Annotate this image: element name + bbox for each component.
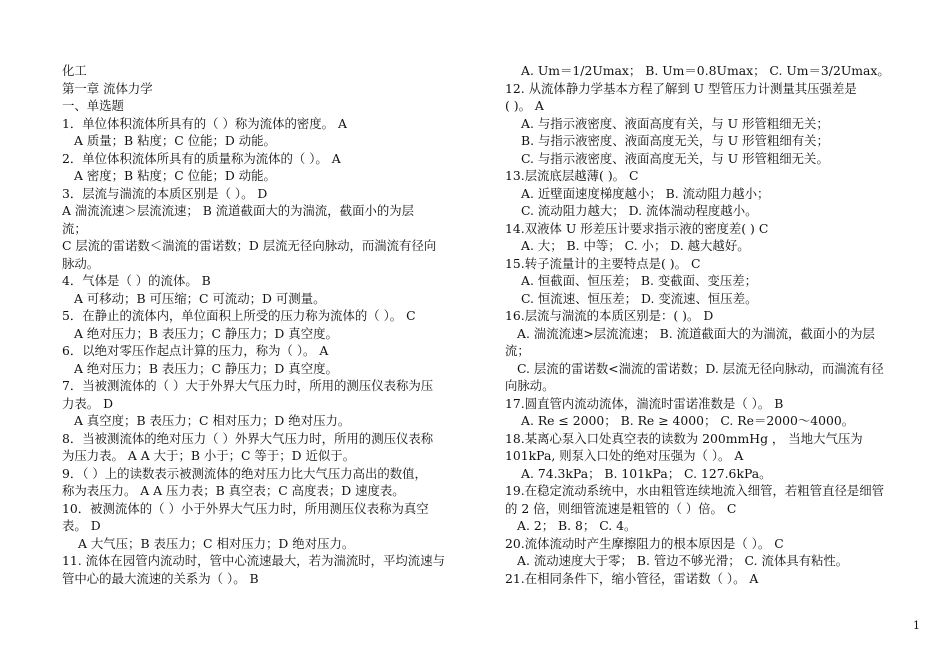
text-line: 2．单位体积流体所具有的质量称为流体的（ ）。 A — [62, 150, 341, 166]
text-line: A. 恒截面、恒压差； B. 变截面、变压差； — [521, 273, 757, 288]
text-line: A 可移动；B 可压缩；C 可流动；D 可测量。 — [74, 290, 326, 306]
text-line: 13.层流底层越薄( )。 C — [505, 168, 639, 183]
page-number: 1 — [913, 619, 920, 632]
text-line: 12. 从流体静力学基本方程了解到 U 型管压力计测量其压强差是 — [505, 80, 857, 96]
text-line: A 绝对压力；B 表压力；C 静压力；D 真空度。 — [74, 325, 338, 341]
text-line: 第一章 流体力学 — [62, 80, 153, 96]
text-line: 9．（ ）上的读数表示被测流体的绝对压力比大气压力高出的数值， — [62, 465, 427, 481]
text-line: 力表。 D — [62, 395, 114, 411]
text-line: ( )。 A — [505, 98, 544, 113]
text-line: 15.转子流量计的主要特点是( )。 C — [505, 255, 701, 271]
text-line: A. 与指示液密度、液面高度有关，与 U 形管粗细无关； — [521, 115, 829, 131]
text-line: B. 与指示液密度、液面高度无关，与 U 形管粗细有关； — [521, 133, 829, 148]
text-line: A 大气压；B 表压力；C 相对压力；D 绝对压力。 — [78, 535, 355, 551]
text-line: 向脉动。 — [505, 378, 555, 393]
text-line: 18.某离心泵入口处真空表的读数为 200mmHg ， 当地大气压为 — [505, 430, 863, 446]
text-line: A. 近壁面速度梯度越小； B. 流动阻力越小； — [521, 185, 770, 201]
text-line: 7．当被测流体的（ ）大于外界大气压力时，所用的测压仪表称为压 — [62, 378, 434, 393]
text-line: 8．当被测流体的绝对压力（ ）外界大气压力时，所用的测压仪表称 — [62, 430, 434, 446]
text-line: 5．在静止的流体内，单位面积上所受的压力称为流体的（ ）。 C — [62, 308, 416, 323]
text-line: 流； — [62, 220, 87, 236]
text-line: 21.在相同条件下，缩小管径，雷诺数（ ）。 A — [505, 570, 759, 586]
text-line: A 密度；B 粘度；C 位能；D 动能。 — [74, 168, 276, 183]
text-line: 管中心的最大流速的关系为（ ）。 B — [62, 570, 259, 586]
text-line: 17.圆直管内流动流体，湍流时雷诺准数是（ ）。 B — [505, 395, 784, 411]
text-line: 为压力表。 A A 大于；B 小于；C 等于；D 近似于。 — [62, 448, 356, 463]
text-line: 101kPa, 则泵入口处的绝对压强为（ ）。 A — [505, 448, 744, 463]
text-line: A 湍流流速＞层流流速； B 流道截面大的为湍流，截面小的为层 — [62, 203, 415, 218]
text-line: 的 2 倍，则细管流速是粗管的（ ）倍。 C — [505, 500, 737, 516]
text-line: A 真空度；B 表压力；C 相对压力；D 绝对压力。 — [74, 413, 351, 428]
text-line: 3．层流与湍流的本质区别是（ ）。 D — [62, 185, 268, 201]
text-line: 脉动。 — [62, 255, 100, 271]
text-line: 1．单位体积流体所具有的（ ）称为流体的密度。 A — [62, 115, 347, 131]
text-line: A. Um＝1/2Umax； B. Um＝0.8Umax； C. Um＝3/2Umax。 — [521, 63, 890, 78]
text-line: A. 74.3kPa； B. 101kPa； C. 127.6kPa。 — [521, 465, 772, 481]
text-line: A. 湍流流速>层流流速； B. 流道截面大的为湍流，截面小的为层 — [517, 325, 875, 341]
text-line: 表。 D — [62, 518, 101, 533]
left-column — [62, 62, 480, 587]
text-line: 4．气体是（ ）的流体。 B — [62, 273, 211, 288]
text-line: 19.在稳定流动系统中，水由粗管连续地流入细管，若粗管直径是细管 — [505, 483, 885, 498]
text-line: 14.双液体 U 形差压计要求指示液的密度差( ) C — [505, 220, 769, 236]
text-line: A. 大； B. 中等； C. 小； D. 越大越好。 — [521, 238, 750, 253]
text-line: C. 流动阻力越大； D. 流体湍动程度越小。 — [521, 203, 758, 218]
text-line: 16.层流与湍流的本质区别是：( )。 D — [505, 308, 714, 323]
text-line: 11. 流体在园管内流动时，管中心流速最大，若为湍流时，平均流速与 — [62, 553, 445, 568]
text-line: 一、单选题 — [62, 98, 124, 113]
text-line: 称为表压力。 A A 压力表；B 真空表；C 高度表；D 速度表。 — [62, 483, 405, 498]
text-line: A 质量；B 粘度；C 位能；D 动能。 — [74, 133, 276, 148]
text-line: 20.流体流动时产生摩擦阻力的根本原因是（ ）。 C — [505, 535, 784, 551]
right-column — [505, 62, 917, 587]
text-line: 流； — [505, 343, 530, 358]
text-line: C. 层流的雷诺数<湍流的雷诺数；D. 层流无径向脉动，而湍流有径 — [517, 360, 884, 376]
text-line: 化工 — [62, 63, 87, 78]
text-line: 10．被测流体的（ ）小于外界大气压力时，所用测压仪表称为真空 — [62, 500, 429, 516]
text-line: C. 与指示液密度、液面高度无关，与 U 形管粗细无关。 — [521, 150, 829, 166]
text-line: 6．以绝对零压作起点计算的压力，称为（ ）。 A — [62, 343, 329, 358]
text-line: C 层流的雷诺数＜湍流的雷诺数；D 层流无径向脉动，而湍流有径向 — [62, 238, 437, 253]
text-line: A. Re ≤ 2000； B. Re ≥ 4000； C. Re＝2000～4000。 — [521, 413, 855, 428]
text-line: A. 流动速度大于零； B. 管边不够光滑； C. 流体具有粘性。 — [517, 553, 849, 568]
text-line: A. 2； B. 8； C. 4。 — [517, 518, 637, 533]
text-line: C. 恒流速、恒压差； D. 变流速、恒压差。 — [521, 290, 758, 306]
text-line: A 绝对压力；B 表压力；C 静压力；D 真空度。 — [74, 360, 338, 376]
